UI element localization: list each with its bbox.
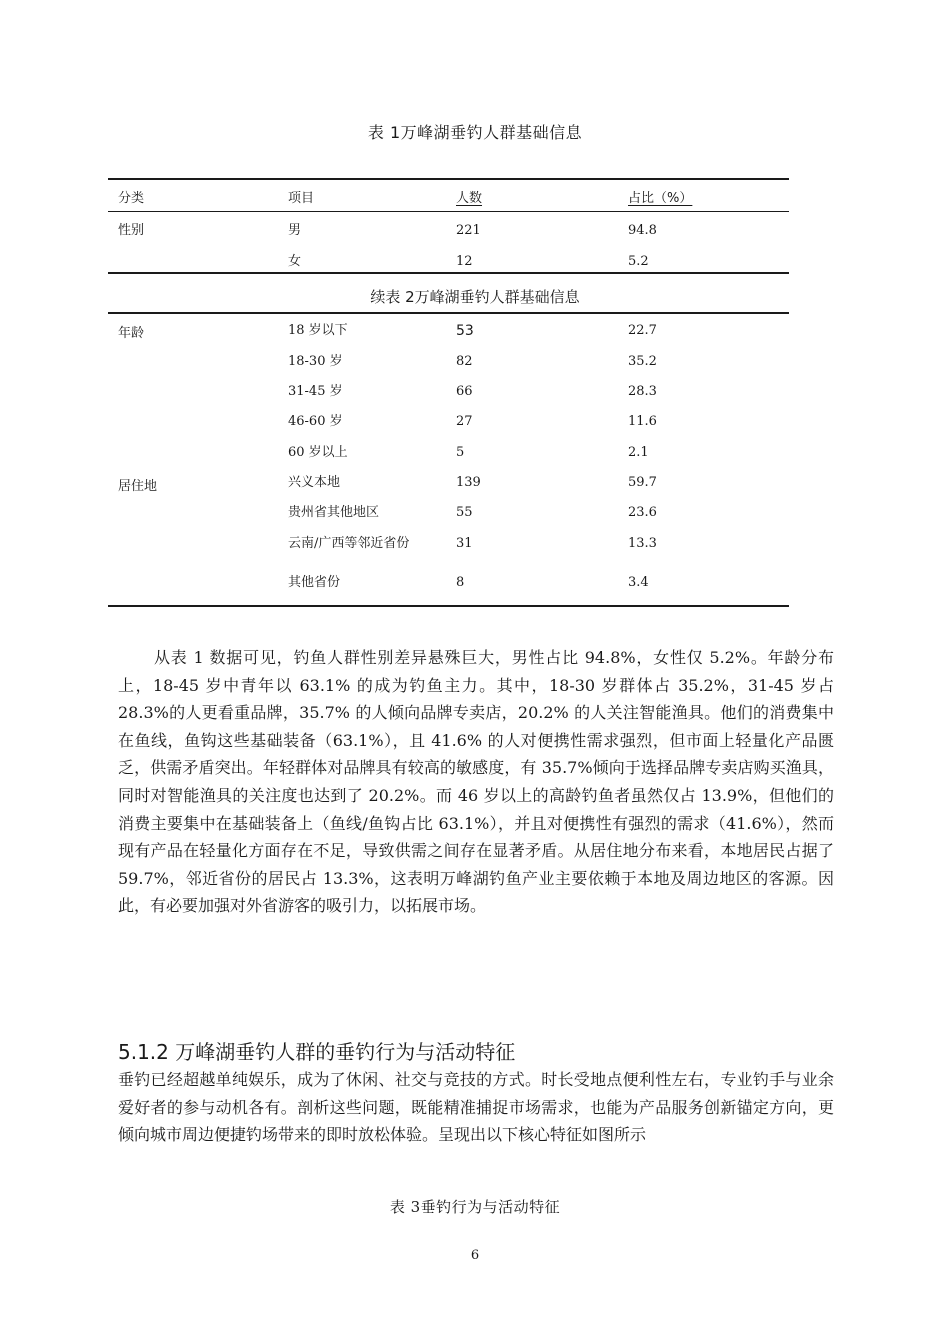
header-percent: 占比（%） bbox=[628, 191, 693, 206]
table-cell: 5 bbox=[456, 445, 465, 460]
table-cell: 59.7 bbox=[628, 475, 657, 490]
page-number: 6 bbox=[470, 1248, 480, 1263]
category-age: 年龄 bbox=[118, 326, 145, 341]
table-cell: 18-30 岁 bbox=[288, 354, 343, 369]
header-count: 人数 bbox=[456, 191, 483, 206]
table-cell: 2.1 bbox=[628, 445, 649, 460]
table-1-caption: 表 1万峰湖垂钓人群基础信息 bbox=[367, 123, 583, 142]
table-cell: 男 bbox=[288, 223, 302, 238]
table-cell: 82 bbox=[456, 354, 473, 369]
header-item: 项目 bbox=[288, 191, 315, 206]
table-cell: 221 bbox=[456, 223, 481, 238]
table-cell: 28.3 bbox=[628, 384, 657, 399]
continued-bottom-rule bbox=[108, 312, 789, 314]
table-cell: 女 bbox=[288, 254, 302, 269]
table-cell: 55 bbox=[456, 505, 473, 520]
category-gender: 性别 bbox=[118, 223, 145, 238]
table-cell: 5.2 bbox=[628, 254, 649, 269]
table-cell: 66 bbox=[456, 384, 473, 399]
table-cell: 35.2 bbox=[628, 354, 657, 369]
table-top-rule bbox=[108, 178, 789, 180]
table-cell: 云南/广西等邻近省份 bbox=[288, 536, 410, 551]
table-cell: 22.7 bbox=[628, 323, 657, 338]
continued-top-rule bbox=[108, 272, 789, 274]
continued-table-caption: 续表 2万峰湖垂钓人群基础信息 bbox=[370, 288, 580, 306]
body-paragraph-1: 从表 1 数据可见，钓鱼人群性别差异悬殊巨大，男性占比 94.8%，女性仅 5.2%。年龄分布上，18-45 岁中青年以 63.1% 的成为钓鱼主力。其中，18-30 岁群体占 35.2%，31-45 岁占 28.3%的人更看重品牌，35.7% 的人倾向品牌专卖店，20.2% 的人关注智能渔具。他们的消费集中在鱼线，鱼钩这些基础装备（63.1%），且 41.6% 的人对便携性需求强烈，但市面上轻量化产品匮乏，供需矛盾突出。年轻群体对品牌具有较高的敏感度，有 35.7%倾向于选择品牌专卖店购买渔具，同时对智能渔具的关注度也达到了 20.2%。而 46 岁以上的高龄钓鱼者虽然仅占 13.9%，但他们的消费主要集中在基础装备上（鱼线/鱼钩占比 63.1%），并且对便携性有强烈的需求（41.6%），然而现有产品在轻量化方面存在不足，导致供需之间存在显著矛盾。从居住地分布来看，本地居民占据了 59.7%，邻近省份的居民占 13.3%，这表明万峰湖钓鱼产业主要依赖于本地及周边地区的客源。因此，有必要加强对外省游客的吸引力，以拓展市场。 bbox=[118, 648, 834, 916]
table-cell: 3.4 bbox=[628, 575, 649, 590]
table-cell: 11.6 bbox=[628, 414, 657, 429]
section-heading: 5.1.2 万峰湖垂钓人群的垂钓行为与活动特征 bbox=[118, 1040, 516, 1064]
table-cell: 139 bbox=[456, 475, 481, 490]
table-cell: 23.6 bbox=[628, 505, 657, 520]
table-cell: 13.3 bbox=[628, 536, 657, 551]
table-cell: 31 bbox=[456, 536, 473, 551]
category-residence: 居住地 bbox=[118, 479, 158, 494]
table-cell: 12 bbox=[456, 254, 473, 269]
table-cell: 27 bbox=[456, 414, 473, 429]
table-cell: 8 bbox=[456, 575, 465, 590]
table-cell: 贵州省其他地区 bbox=[288, 505, 380, 520]
table-cell: 18 岁以下 bbox=[288, 323, 348, 338]
table-cell: 60 岁以上 bbox=[288, 445, 348, 460]
table-cell: 53 bbox=[456, 323, 474, 339]
table-cell: 46-60 岁 bbox=[288, 414, 343, 429]
table-cell: 94.8 bbox=[628, 223, 657, 238]
header-category: 分类 bbox=[118, 191, 145, 206]
table-cell: 31-45 岁 bbox=[288, 384, 343, 399]
table-cell: 其他省份 bbox=[288, 575, 341, 590]
body-paragraph-2: 垂钓已经超越单纯娱乐，成为了休闲、社交与竞技的方式。时长受地点便利性左右，专业钓手与业余爱好者的参与动机各有。剖析这些问题，既能精准捕捉市场需求，也能为产品服务创新锚定方向，更倾向城市周边便捷钓场带来的即时放松体验。呈现出以下核心特征如图所示 bbox=[118, 1070, 834, 1145]
header-rule bbox=[108, 211, 789, 212]
table-cell: 兴义本地 bbox=[288, 475, 341, 490]
table-3-caption: 表 3垂钓行为与活动特征 bbox=[389, 1198, 561, 1216]
table-bottom-rule bbox=[108, 605, 789, 607]
